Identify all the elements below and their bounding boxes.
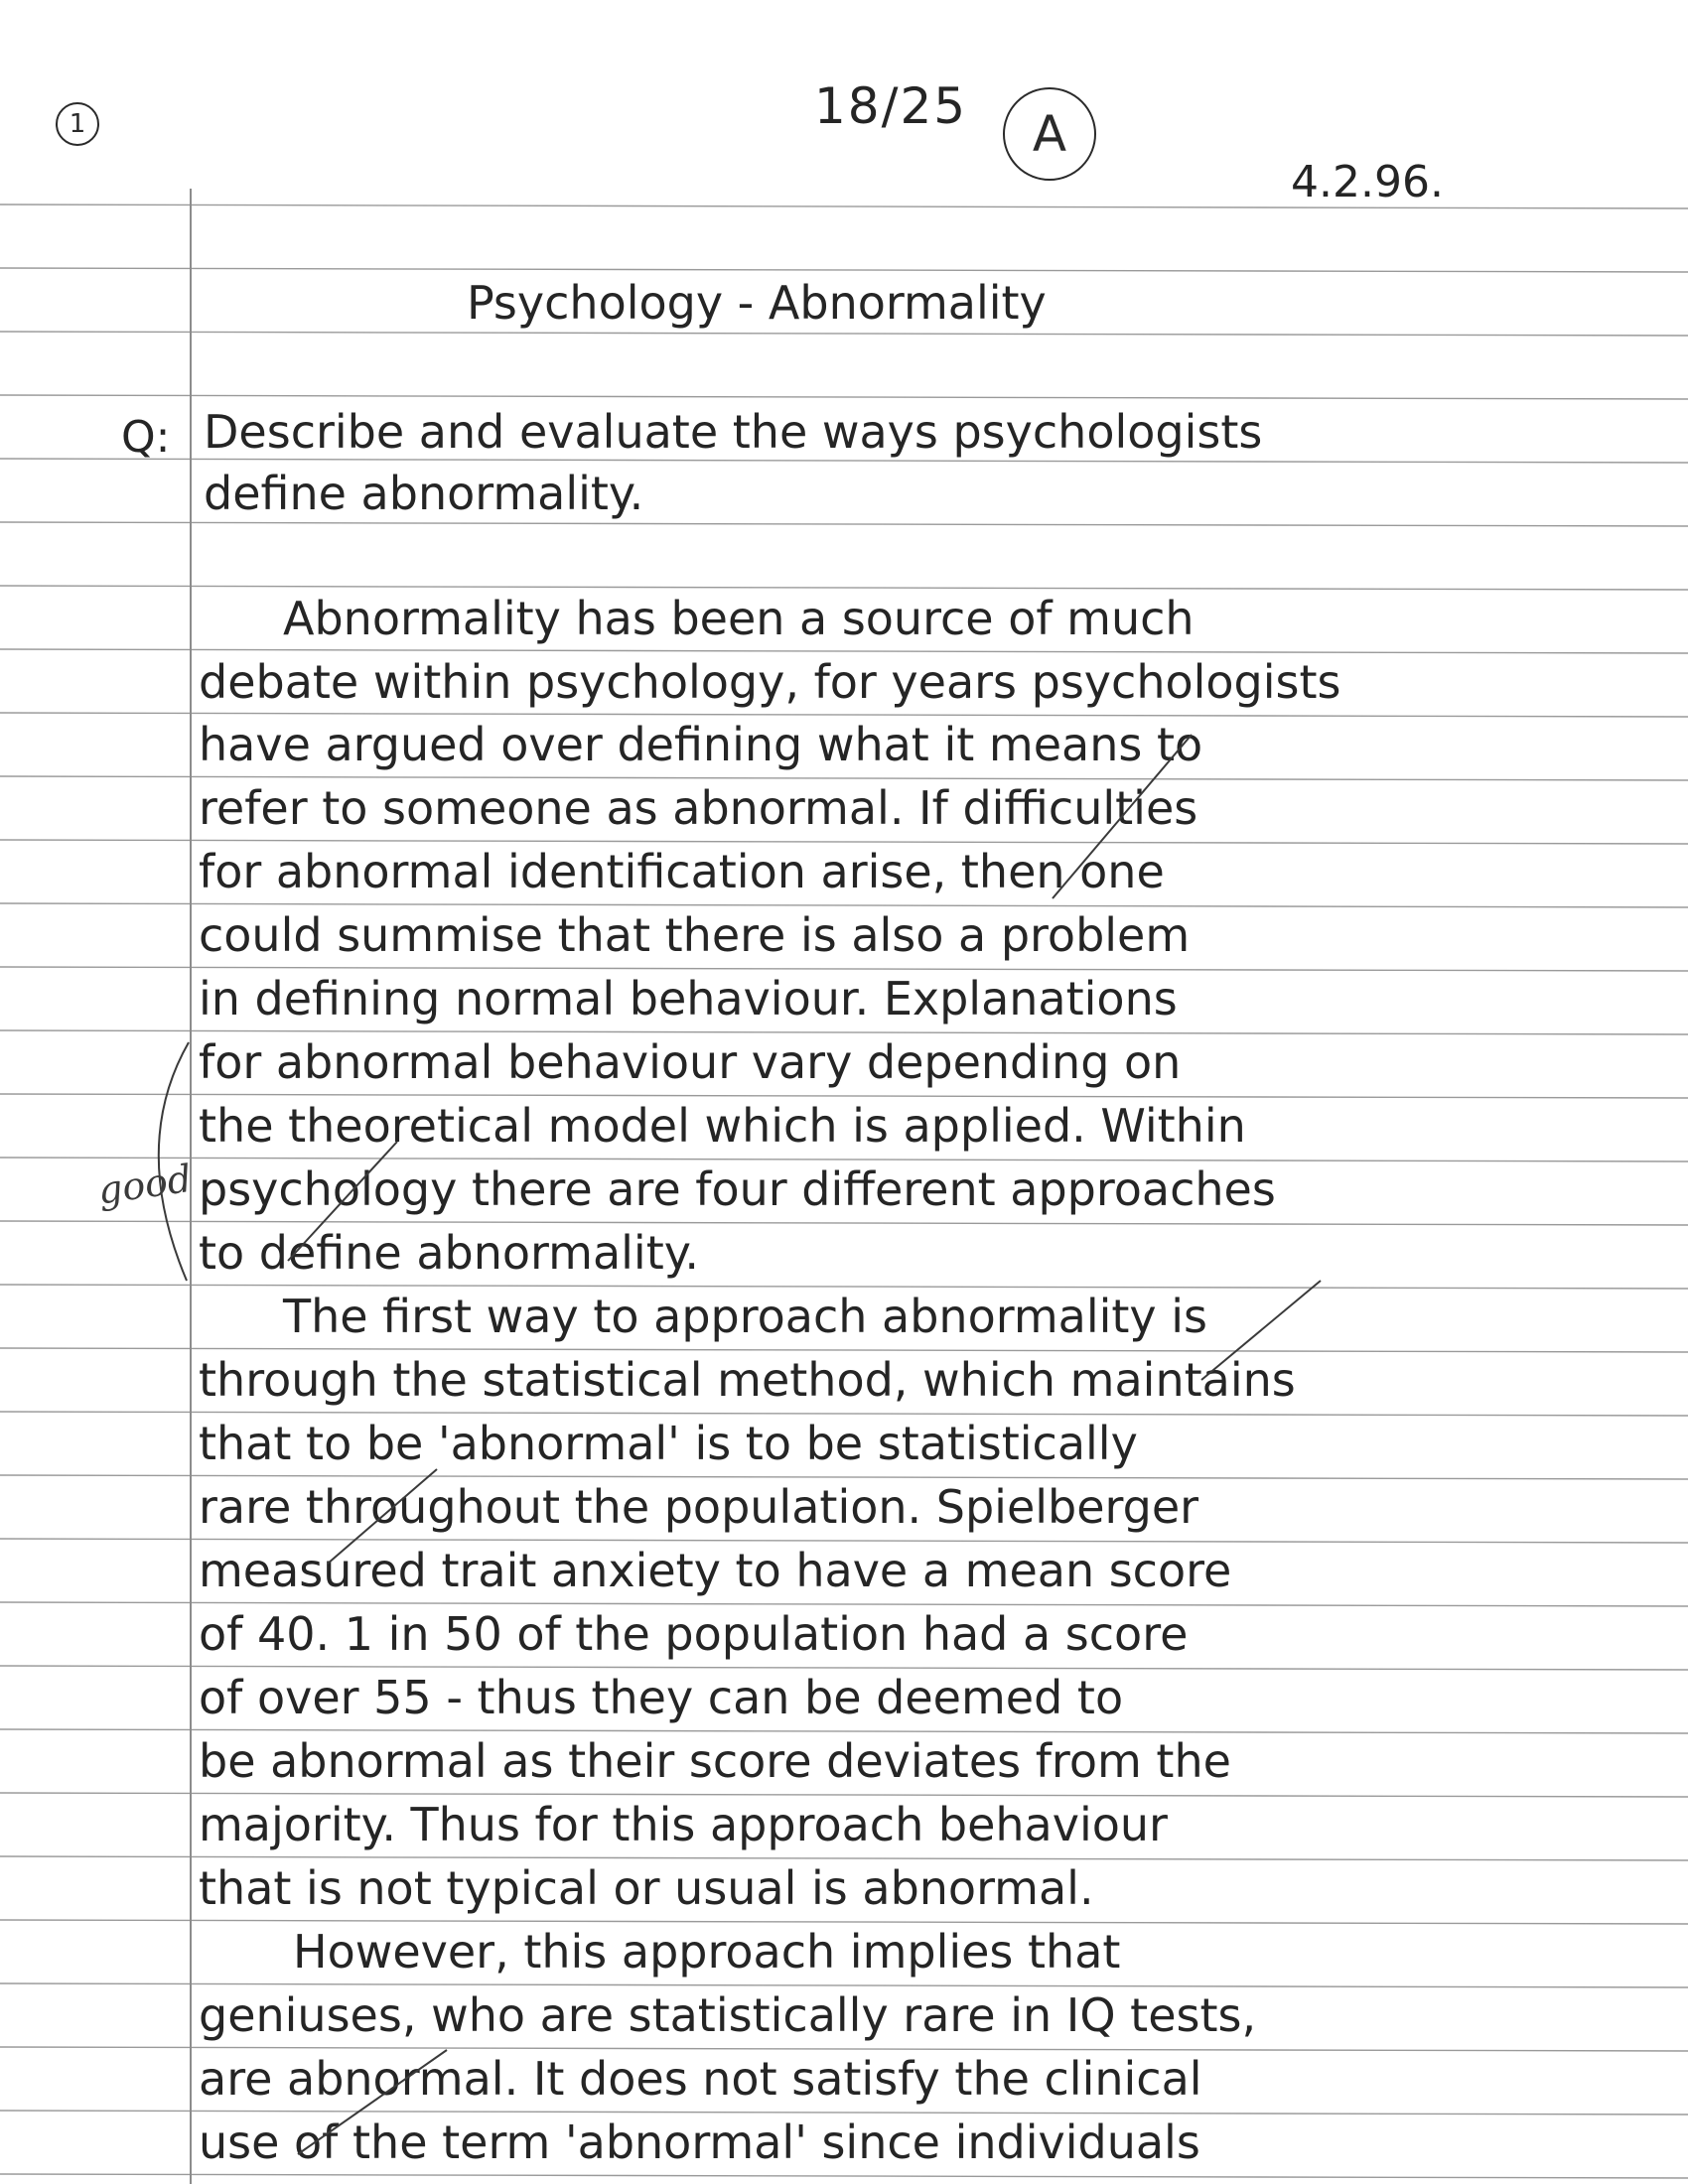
body-line: for abnormal behaviour vary depending on: [199, 1035, 1182, 1089]
rule-line: [0, 1920, 1688, 1924]
rule-line: [0, 2047, 1688, 2051]
rule-line: [0, 903, 1688, 907]
body-line: of over 55 - thus they can be deemed to: [199, 1671, 1124, 1724]
question-label: Q:: [121, 412, 171, 463]
body-line: rare throughout the population. Spielberger: [199, 1480, 1199, 1534]
rule-line: [0, 395, 1688, 399]
body-line: The first way to approach abnormality is: [283, 1290, 1208, 1343]
rule-line: [0, 1729, 1688, 1733]
body-line: that is not typical or usual is abnormal.: [199, 1861, 1094, 1915]
rule-line: [0, 2111, 1688, 2115]
rule-line: [0, 1602, 1688, 1606]
essay-title: Psychology - Abnormality: [467, 276, 1047, 330]
rule-line: [0, 1030, 1688, 1034]
body-line: the theoretical model which is applied. Within: [199, 1099, 1246, 1153]
rule-line: [0, 1221, 1688, 1225]
page-number: 1: [56, 102, 99, 146]
score: 18/25: [814, 77, 968, 135]
rule-line: [0, 1348, 1688, 1352]
body-line: be abnormal as their score deviates from the: [199, 1734, 1231, 1788]
body-line: are abnormal. It does not satisfy the clinical: [199, 2052, 1202, 2106]
body-line: majority. Thus for this approach behaviour: [199, 1798, 1168, 1851]
rule-line: [0, 1412, 1688, 1416]
rule-line: [0, 1539, 1688, 1543]
rule-line: [0, 1285, 1688, 1289]
rule-line: [0, 840, 1688, 844]
rule-line: [0, 2174, 1688, 2178]
body-line: However, this approach implies that: [293, 1925, 1121, 1979]
body-line: could summise that there is also a problem: [199, 908, 1191, 962]
body-line: Abnormality has been a source of much: [283, 592, 1195, 645]
body-line: in defining normal behaviour. Explanations: [199, 972, 1178, 1025]
rule-line: [0, 1983, 1688, 1987]
rule-line: [0, 332, 1688, 336]
rule-line: [0, 522, 1688, 526]
body-line: through the statistical method, which maintains: [199, 1353, 1296, 1407]
rule-line: [0, 1475, 1688, 1479]
rule-line: [0, 459, 1688, 463]
body-line: of 40. 1 in 50 of the population had a score: [199, 1607, 1189, 1661]
body-line: for abnormal identification arise, then one: [199, 845, 1165, 898]
rule-line: [0, 967, 1688, 971]
body-line: psychology there are four different approaches: [199, 1162, 1276, 1216]
rule-line: [0, 586, 1688, 590]
rule-line: [0, 713, 1688, 717]
body-line: measured trait anxiety to have a mean score: [199, 1544, 1232, 1597]
body-line: debate within psychology, for years psychologists: [199, 655, 1341, 709]
rule-line: [0, 268, 1688, 272]
date: 4.2.96.: [1291, 157, 1444, 207]
body-line: refer to someone as abnormal. If difficulties: [199, 781, 1198, 835]
grade-circle: A: [1003, 87, 1096, 181]
question-line: define abnormality.: [204, 467, 644, 520]
body-line: geniuses, who are statistically rare in IQ tests,: [199, 1988, 1257, 2042]
rule-line: [0, 1094, 1688, 1098]
rule-line: [0, 1158, 1688, 1161]
question-line: Describe and evaluate the ways psychologists: [204, 405, 1263, 459]
body-line: to define abnormality.: [199, 1226, 700, 1280]
body-line: have argued over defining what it means to: [199, 718, 1203, 771]
rule-line: [0, 1793, 1688, 1797]
rule-line: [0, 776, 1688, 780]
rule-line: [0, 1666, 1688, 1670]
margin-comment: good: [95, 1156, 195, 1213]
body-line: that to be 'abnormal' is to be statistically: [199, 1417, 1138, 1470]
body-line: use of the term 'abnormal' since individuals: [199, 2116, 1200, 2169]
rule-line: [0, 1856, 1688, 1860]
rule-line: [0, 649, 1688, 653]
